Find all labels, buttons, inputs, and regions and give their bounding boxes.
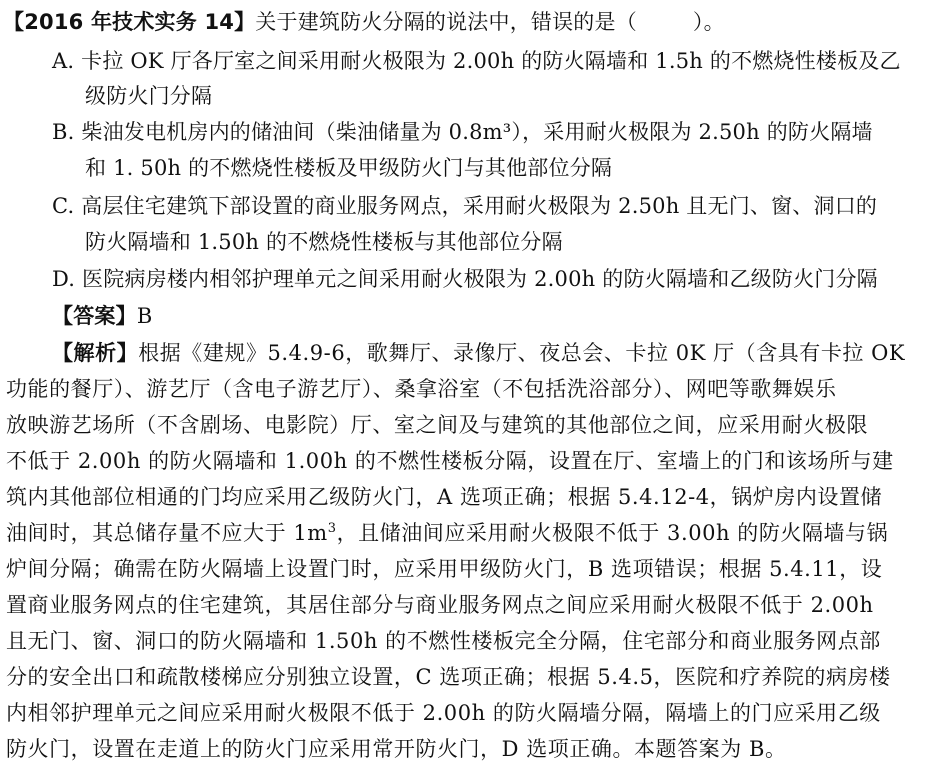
question-stem-end: ）。 bbox=[692, 10, 725, 34]
question-source-tag: 【2016 年技术实务 14】 bbox=[3, 10, 256, 34]
explanation-line-6 bbox=[6, 517, 888, 549]
explanation-label: 【解析】 bbox=[52, 341, 139, 365]
question-stem-text: 关于建筑防火分隔的说法中，错误的是（ bbox=[255, 10, 637, 34]
explanation-line-3: 放映游艺场所（不含剧场、电影院）厅、室之间及与建筑的其他部位之间，应采用耐火极限 bbox=[6, 413, 868, 437]
option-b-continued: 和 1. 50h 的不燃烧性楼板及甲级防火门与其他部位分隔 bbox=[85, 156, 613, 180]
explanation-line-4: 不低于 2.00h 的防火隔墙和 1.00h 的不燃性楼板分隔，设置在厅、室墙上的门和该场所与建 bbox=[6, 449, 894, 473]
answer-line bbox=[52, 300, 152, 332]
option-c: C. 高层住宅建筑下部设置的商业服务网点，采用耐火极限为 2.50h 且无门、窗、洞口的 bbox=[52, 194, 878, 218]
explanation-line-5: 筑内其他部位相通的门均应采用乙级防火门，A 选项正确；根据 5.4.12-4，锅炉房内设置储 bbox=[6, 485, 883, 509]
answer-label: 【答案】 bbox=[52, 304, 137, 328]
explanation-line-10: 分的安全出口和疏散楼梯应分别独立设置，C 选项正确；根据 5.4.5，医院和疗养院的病房楼 bbox=[6, 665, 891, 689]
option-a-continued: 级防火门分隔 bbox=[85, 84, 213, 108]
explanation-text-1: 根据《建规》5.4.9-6，歌舞厅、录像厅、夜总会、卡拉 0K 厅（含具有卡拉 OK bbox=[138, 341, 906, 365]
explanation-line-11: 内相邻护理单元之间应采用耐火极限不低于 2.00h 的防火隔墙分隔，隔墙上的门应采用乙级 bbox=[6, 701, 881, 725]
explanation-line-1 bbox=[52, 337, 905, 369]
answer-value: B bbox=[136, 304, 153, 328]
option-b: B. 柴油发电机房内的储油间（柴油储量为 0.8m³），采用耐火极限为 2.50h 的防火隔墙 bbox=[52, 120, 873, 144]
option-d: D. 医院病房楼内相邻护理单元之间采用耐火极限为 2.00h 的防火隔墙和乙级防火门分隔 bbox=[52, 267, 878, 291]
explanation-line-12: 防火门，设置在走道上的防火门应采用常开防火门，D 选项正确。本题答案为 B。 bbox=[6, 737, 787, 761]
explanation-line-2: 功能的餐厅）、游艺厅（含电子游艺厅）、桑拿浴室（不包括洗浴部分）、网吧等歌舞娱乐 bbox=[6, 377, 837, 401]
explanation-line-7: 炉间分隔；确需在防火隔墙上设置门时，应采用甲级防火门，B 选项错误；根据 5.4.11，设 bbox=[6, 557, 883, 581]
explanation-line-9: 且无门、窗、洞口的防火隔墙和 1.50h 的不燃性楼板完全分隔，住宅部分和商业服务网点部 bbox=[6, 629, 881, 653]
explanation-line-8: 置商业服务网点的住宅建筑，其居住部分与商业服务网点之间应采用耐火极限不低于 2.00h bbox=[6, 593, 874, 617]
option-c-continued: 防火隔墙和 1.50h 的不燃烧性楼板与其他部位分隔 bbox=[85, 230, 563, 254]
explanation-text-6a: 油间时，其总储存量不应大于 1m bbox=[6, 521, 328, 545]
explanation-text-6b: ，且储油间应采用耐火极限不低于 3.00h 的防火隔墙与锅 bbox=[336, 521, 889, 545]
option-a: A. 卡拉 OK 厅各厅室之间采用耐火极限为 2.00h 的防火隔墙和 1.5h 的不燃烧性楼板及乙 bbox=[52, 49, 901, 73]
question-stem bbox=[3, 6, 725, 38]
superscript-cubed: 3 bbox=[327, 521, 337, 536]
